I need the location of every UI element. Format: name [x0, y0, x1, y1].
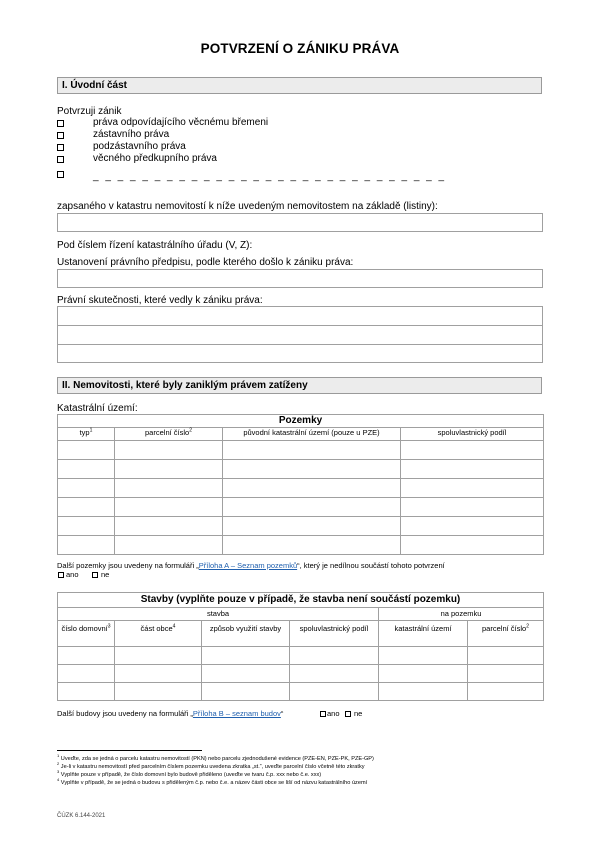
buildings-group-land: na pozemku: [379, 608, 544, 621]
buildings-more-no-label: ne: [354, 709, 363, 718]
buildings-group-building: stavba: [58, 608, 379, 621]
parcels-table: [57, 414, 544, 555]
table-row: [58, 683, 544, 701]
buildings-note: Další budovy jsou uvedeny na formuláři „Příloha B – seznam budov“: [57, 709, 284, 718]
intro-text: Potvrzuji zánik: [57, 106, 122, 117]
option-lien-label: zástavního práva: [93, 129, 170, 140]
basis-label: zapsaného v katastru nemovitostí k níže uvedeným nemovitostem na základě (listiny):: [57, 201, 438, 212]
buildings-more-yes-label: ano: [327, 709, 340, 718]
appendix-a-link[interactable]: Příloha A – Seznam pozemků: [198, 561, 298, 570]
provision-field[interactable]: [57, 269, 543, 288]
parcels-more-no-checkbox[interactable]: [92, 572, 98, 578]
table-row: [58, 479, 544, 498]
parcels-more-yes-checkbox[interactable]: [58, 572, 64, 578]
section-1-heading: I. Úvodní část: [57, 77, 542, 94]
buildings-col-parcel-number: parcelní číslo$^2$: [468, 621, 544, 647]
buildings-col-usage: způsob využití stavby: [202, 621, 290, 647]
footnote-2: $^2$ Je-li v katastru nemovitostí před parcelním číslem pozemku uvedena zkratka „st.“, uveďte parcelní číslo včetně této zkratky: [57, 761, 365, 770]
checkbox-other-right[interactable]: [57, 171, 64, 178]
table-row: [58, 460, 544, 479]
buildings-col-cadastral-area: katastrální území: [379, 621, 468, 647]
facts-line-2: [57, 344, 543, 345]
cadastral-area-label: Katastrální území:: [57, 403, 138, 414]
parcels-col-type: typ$^1$: [58, 428, 115, 441]
facts-field[interactable]: [57, 306, 543, 363]
provision-label: Ustanovení právního předpisu, podle kterého došlo k zániku práva:: [57, 257, 354, 268]
section-2-heading: II. Nemovitosti, které byly zaniklým právem zatíženy: [57, 377, 542, 394]
footnote-1: $^1$ Uveďte, zda se jedná o parcelu katastru nemovitostí (PKN) nebo parcelu zjednodušené evidence (PZE-EN, PZE-PK, PZE-GP): [57, 753, 374, 762]
table-row: [58, 517, 544, 536]
option-sublien-label: podzástavního práva: [93, 141, 186, 152]
buildings-table: [57, 592, 544, 701]
footnote-4: $^4$ Vyplňte v případě, že se jedná o budovu s přiděleným č.p. nebo č.e. a název části obce se liší od názvu katastrálního území: [57, 777, 368, 786]
buildings-col-share: spoluvlastnický podíl: [290, 621, 379, 647]
table-row: [58, 665, 544, 683]
basis-field[interactable]: [57, 213, 543, 232]
checkbox-lien[interactable]: [57, 132, 64, 139]
buildings-more-no-checkbox[interactable]: [345, 711, 351, 717]
buildings-more-yes-checkbox[interactable]: [320, 711, 326, 717]
table-row: [58, 647, 544, 665]
buildings-col-house-number: číslo domovní$^3$: [58, 621, 115, 647]
table-row: [58, 536, 544, 555]
parcels-note: Další pozemky jsou uvedeny na formuláři „Příloha A – Seznam pozemků“, který je nedílnou součástí tohoto potvrzení: [57, 561, 445, 570]
parcels-col-parcel-number: parcelní číslo$^2$: [115, 428, 223, 441]
facts-label: Právní skutečnosti, které vedly k zániku práva:: [57, 295, 263, 306]
parcels-more-no-label: ne: [101, 570, 110, 579]
parcels-col-original-area: původní katastrální území (pouze u PZE): [223, 428, 401, 441]
proceeding-label: Pod číslem řízení katastrálního úřadu (V, Z):: [57, 240, 253, 251]
table-row: [58, 441, 544, 460]
parcels-more-yes-label: ano: [66, 570, 79, 579]
parcels-table-title: Pozemky: [58, 415, 544, 428]
appendix-b-link[interactable]: Příloha B – seznam budov: [192, 709, 281, 718]
checkbox-easement[interactable]: [57, 120, 64, 127]
footnote-3: $^3$ Vyplňte pouze v případě, že číslo domovní bylo budově přiděleno (uveďte ve tvaru č.p. xxx nebo č.e. xxx): [57, 769, 322, 778]
option-easement-label: práva odpovídajícího věcnému břemeni: [93, 117, 269, 128]
checkbox-sublien[interactable]: [57, 144, 64, 151]
table-row: [58, 498, 544, 517]
option-preemption-label: věcného předkupního práva: [93, 153, 217, 164]
buildings-table-title: Stavby (vyplňte pouze v případě, že stavba není součástí pozemku): [58, 593, 544, 608]
footnote-separator: [57, 750, 202, 751]
other-right-blank[interactable]: _ _ _ _ _ _ _ _ _ _ _ _ _ _ _ _ _ _ _ _ _ _ _ _ _ _ _ _ _: [93, 171, 447, 182]
parcels-col-share: spoluvlastnický podíl: [401, 428, 544, 441]
facts-line-1: [57, 325, 543, 326]
buildings-col-municipality-part: část obce$^4$: [115, 621, 202, 647]
form-code: ČÚZK 6.144-2021: [57, 813, 106, 819]
document-title: POTVRZENÍ O ZÁNIKU PRÁVA: [200, 41, 400, 56]
checkbox-preemption[interactable]: [57, 156, 64, 163]
